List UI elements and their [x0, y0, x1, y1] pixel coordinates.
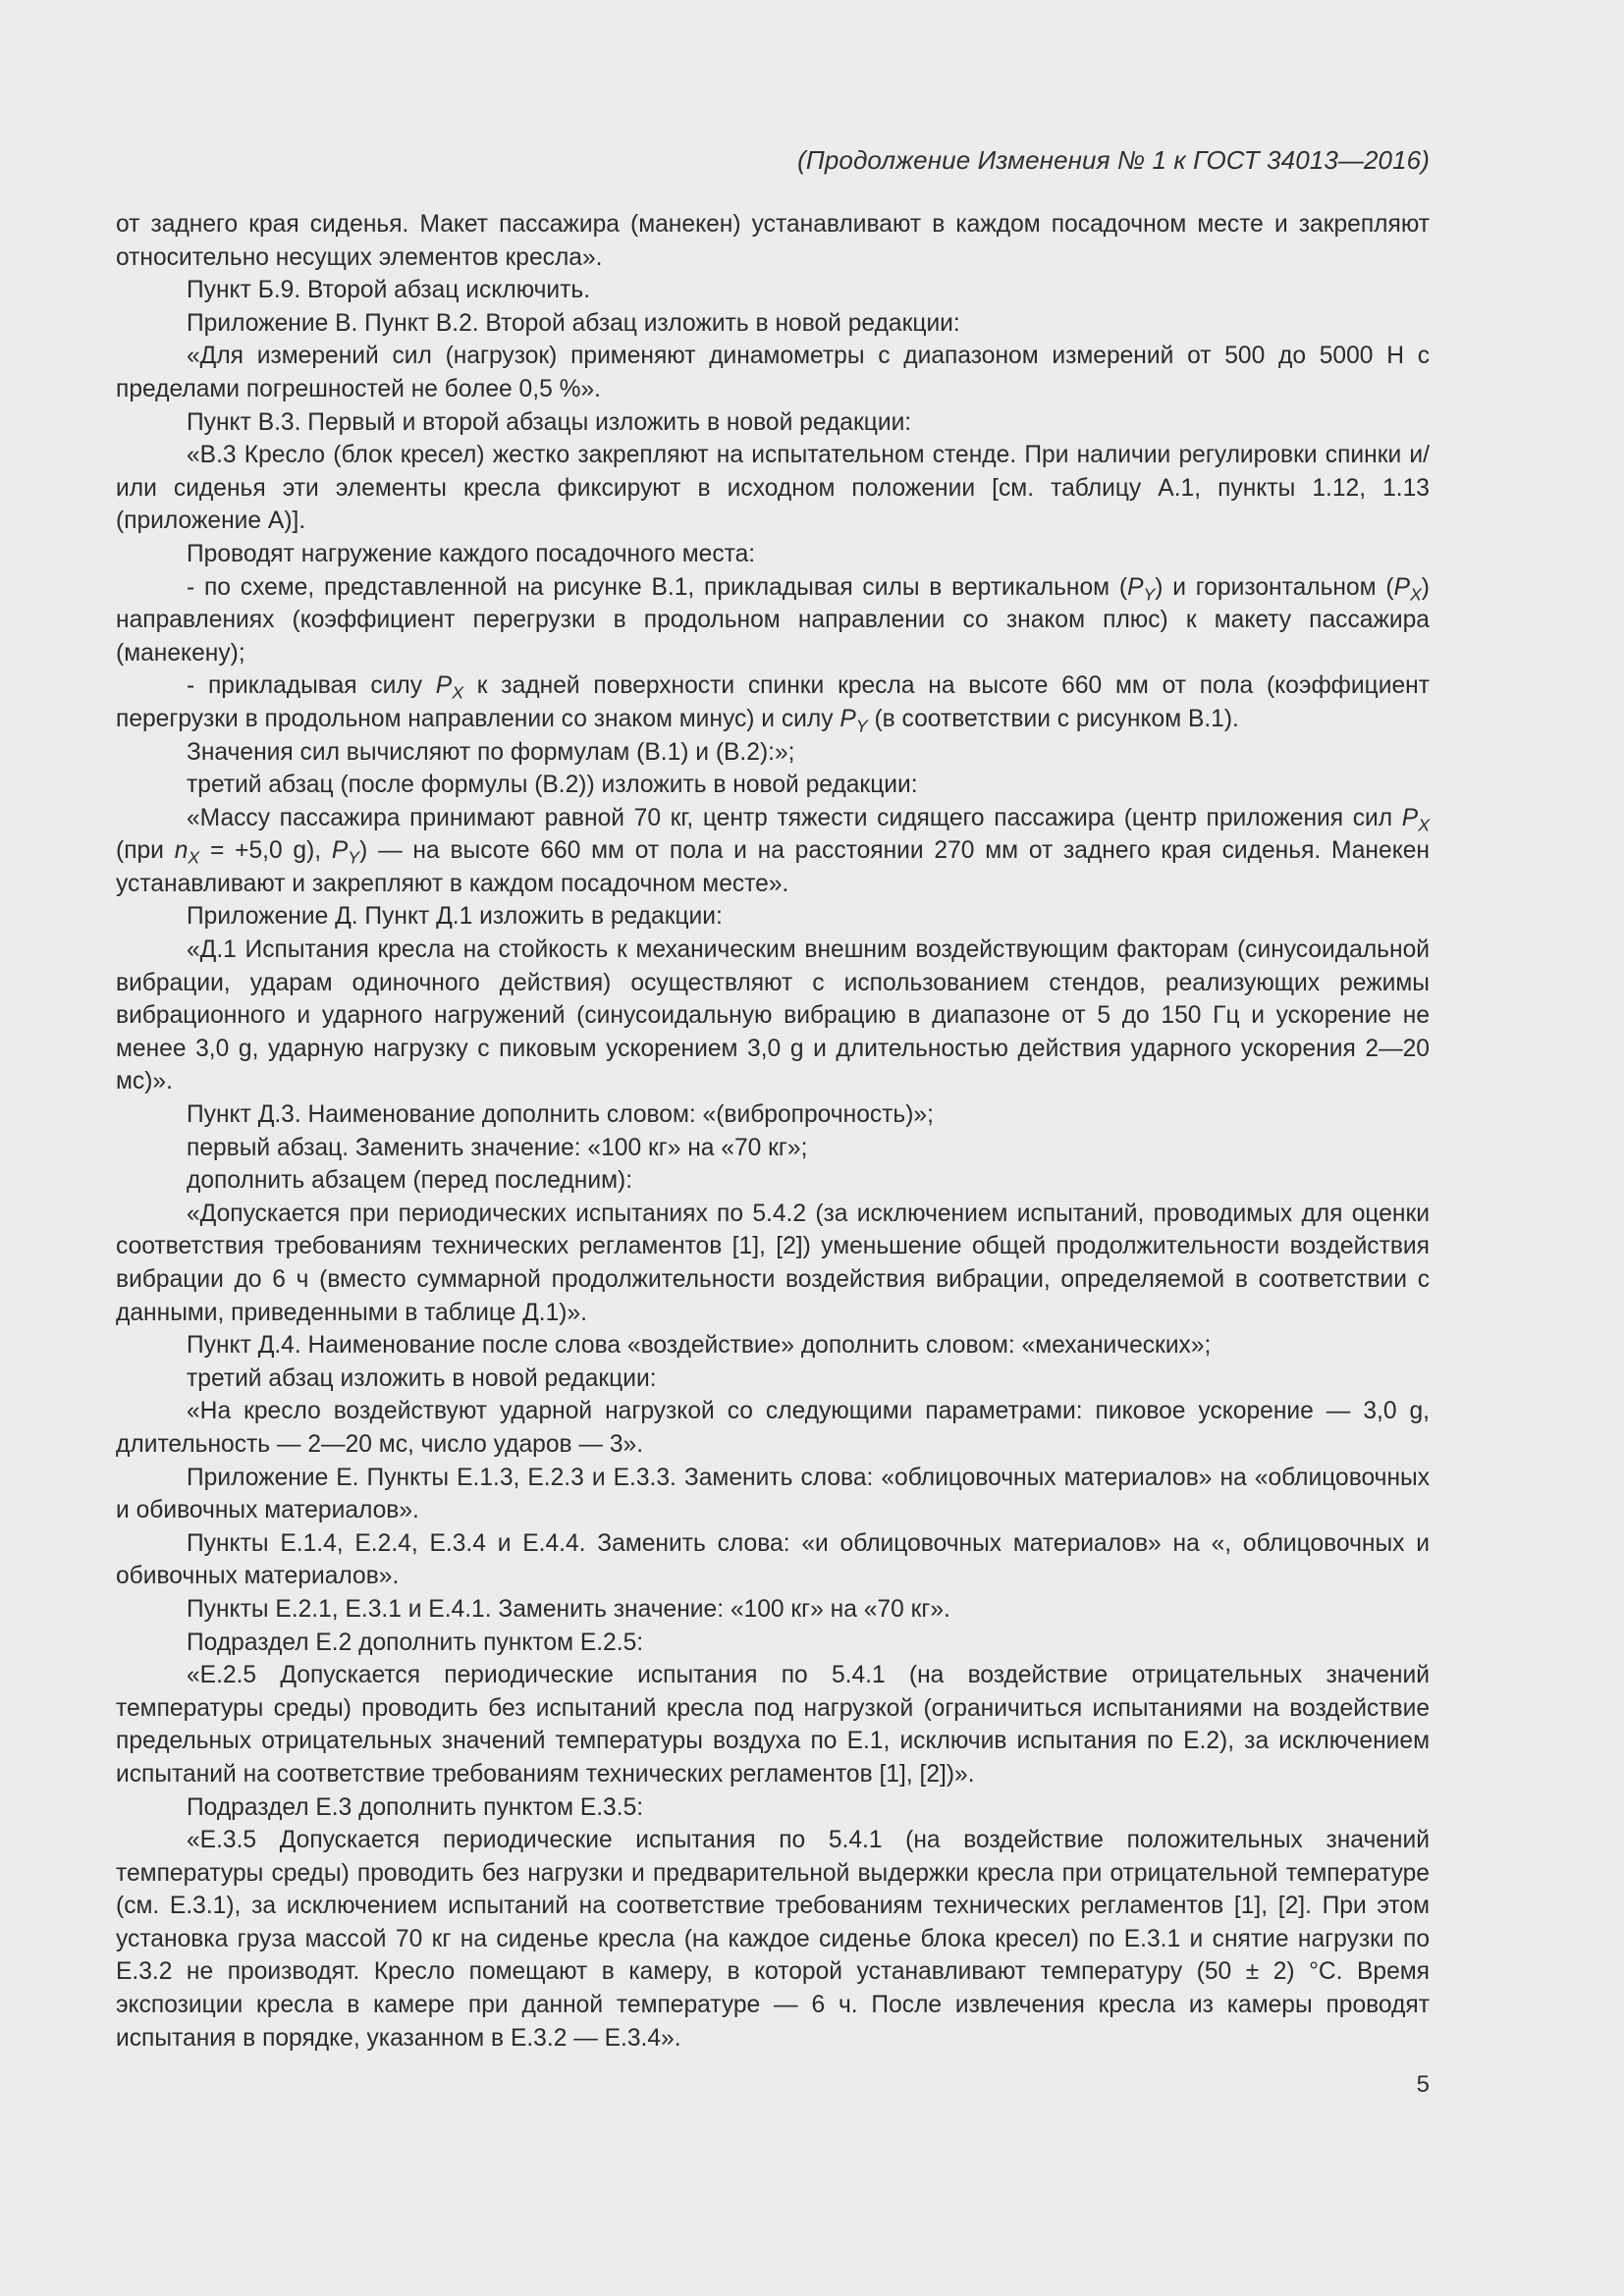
paragraph: от заднего края сиденья. Макет пассажира (манекен) устанавливают в каждом посадочном месте и закрепляют относительно несущих элементов кресла». — [116, 211, 1430, 271]
paragraph: Пункты Е.2.1, Е.3.1 и Е.4.1. Заменить значение: «100 кг» на «70 кг». — [187, 1595, 950, 1623]
paragraph: Приложение В. Пункт В.2. Второй абзац изложить в новой редакции: — [187, 309, 960, 337]
paragraph: «Допускается при периодических испытаниях по 5.4.2 (за исключением испытаний, проводимых для оценки соответствия требованиям технических регламентов [1], [2]) уменьшение общей продолжительности воздействия вибрации до 6 ч (вместо суммарной продолжительности воздействия вибрации, определяемой в соответствии с данными, приведенными в таблице Д.1)». — [116, 1200, 1430, 1326]
paragraph: Приложение Д. Пункт Д.1 изложить в редакции: — [187, 903, 723, 931]
paragraph: Подраздел Е.3 дополнить пунктом Е.3.5: — [187, 1793, 644, 1821]
paragraph: - по схеме, представленной на рисунке В.1, прикладывая силы в вертикальном $(P_Y)$ и горизонтальном $(P_X)$ направлениях (коэффициент перегрузки в продольном направлении со знаком плюс) к макету пассажира (манекену); — [116, 573, 1430, 667]
paragraph: Пункт Б.9. Второй абзац исключить. — [187, 277, 591, 304]
paragraph: «В.3 Кресло (блок кресел) жестко закрепляют на испытательном стенде. При наличии регулировки спинки и/или сиденья эти элементы кресла фиксируют в исходном положении [см. таблицу А.1, пункты 1.12, 1.13 (приложение А)]. — [116, 442, 1430, 535]
paragraph: Подраздел Е.2 дополнить пунктом Е.2.5: — [187, 1629, 644, 1656]
paragraph: «На кресло воздействуют ударной нагрузкой со следующими параметрами: пиковое ускорение — 3,0 g, длительность — 2—20 мс, число ударов — 3». — [116, 1398, 1430, 1458]
paragraph: третий абзац (после формулы (В.2)) изложить в новой редакции: — [187, 772, 918, 799]
paragraph: - прикладывая силу $P_X$ к задней поверхности спинки кресла на высоте 660 мм от пола (коэффициент перегрузки в продольном направлении со знаком минус) и силу $P_Y$ (в соответствии с рисунком В.1). — [116, 672, 1430, 736]
paragraph: Приложение Е. Пункты Е.1.3, Е.2.3 и Е.3.3. Заменить слова: «облицовочных материалов» на «облицовочных и обивочных материалов». — [116, 1464, 1430, 1524]
paragraph: Пункт Д.4. Наименование после слова «воздействие» дополнить словом: «механических»; — [187, 1332, 1212, 1360]
paragraph: Пункты Е.1.4, Е.2.4, Е.3.4 и Е.4.4. Заменить слова: «и облицовочных материалов» на «, облицовочных и обивочных материалов». — [116, 1529, 1430, 1590]
paragraph: Значения сил вычисляют по формулам (В.1) и (В.2):»; — [187, 738, 795, 766]
page-header: (Продолжение Изменения № 1 к ГОСТ 34013—2016) — [797, 145, 1430, 175]
paragraph: третий абзац изложить в новой редакции: — [187, 1364, 657, 1392]
paragraph: «Е.3.5 Допускается периодические испытания по 5.4.1 (на воздействие положительных значений температуры среды) проводить без нагрузки и предварительной выдержки кресла при отрицательной температуре (см. Е.3.1), за исключением испытаний на соответствие требованиям технических регламентов [1], [2]. При этом установка груза массой 70 кг на сиденье кресла (на каждое сиденье блока кресел) по Е.3.1 и снятие нагрузки по Е.3.2 не производят. Кресло помещают в камеру, в которой устанавливают температуру (50 ± 2) °С. Время экспозиции кресла в камере при данной температуре — 6 ч. После извлечения кресла из камеры проводят испытания в порядке, указанном в Е.3.2 — Е.3.4». — [116, 1827, 1430, 2052]
paragraph: Пункт Д.3. Наименование дополнить словом: «(вибропрочность)»; — [187, 1101, 934, 1129]
document-body — [116, 208, 1430, 2055]
paragraph: Пункт В.3. Первый и второй абзацы изложить в новой редакции: — [187, 408, 912, 436]
paragraph: Проводят нагружение каждого посадочного места: — [187, 540, 756, 567]
paragraph: первый абзац. Заменить значение: «100 кг» на «70 кг»; — [187, 1134, 808, 1161]
paragraph: «Массу пассажира принимают равной 70 кг, центр тяжести сидящего пассажира (центр приложения сил $P_X$ (при $n_X = +5,0$ g), $P_Y$) — на высоте 660 мм от пола и на расстоянии 270 мм от заднего края сиденья. Манекен устанавливают и закрепляют в каждом посадочном месте». — [116, 804, 1430, 897]
paragraph: «Д.1 Испытания кресла на стойкость к механическим внешним воздействующим факторам (синусоидальной вибрации, ударам одиночного действия) осуществляют с использованием стендов, реализующих режимы вибрационного и ударного нагружений (синусоидальную вибрацию в диапазоне от 5 до 150 Гц и ускорение не менее 3,0 g, ударную нагрузку с пиковым ускорением 3,0 g и длительностью действия ударного ускорения 2—20 мс)». — [116, 936, 1430, 1095]
paragraph: дополнить абзацем (перед последним): — [187, 1167, 633, 1195]
paragraph: «Для измерений сил (нагрузок) применяют динамометры с диапазоном измерений от 500 до 5000 Н с пределами погрешностей не более 0,5 %». — [116, 343, 1430, 402]
page-number: 5 — [1416, 2071, 1430, 2098]
paragraph: «Е.2.5 Допускается периодические испытания по 5.4.1 (на воздействие отрицательных значений температуры среды) проводить без испытаний кресла под нагрузкой (ограничиться испытаниями на воздействие предельных отрицательных значений температуры воздуха по Е.1, исключив испытания по Е.2), за исключением испытаний на соответствие требованиям технических регламентов [1], [2])». — [116, 1662, 1430, 1788]
